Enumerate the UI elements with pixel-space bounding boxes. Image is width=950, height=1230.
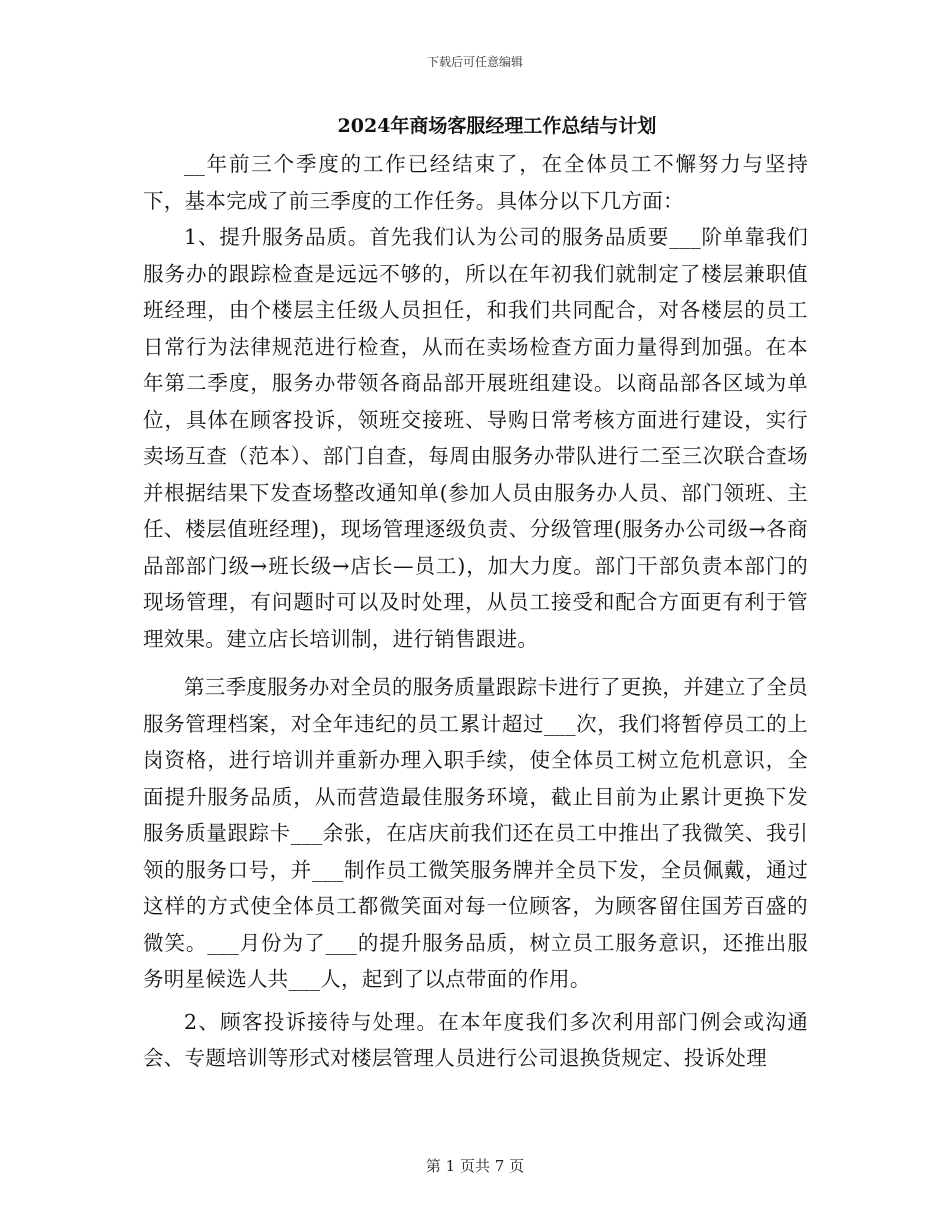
document-title: 2024年商场客服经理工作总结与计划 xyxy=(337,115,657,137)
paragraph-intro: __年前三个季度的工作已经结束了，在全体员工不懈努力与坚持下，基本完成了前三季度的工作任务。具体分以下几方面： xyxy=(143,152,808,213)
paragraph-service-quality: 1、提升服务品质。首先我们认为公司的服务品质要___阶单靠我们服务办的跟踪检查是远远不够的，所以在年初我们就制定了楼层兼职值班经理，由个楼层主任级人员担任，和我们共同配合，对各楼层的员工日常行为法律规范进行检查，从而在卖场检查方面力量得到加强。在本年第二季度，服务办带领各商品部开展班组建设。以商品部各区域为单位，具体在顾客投诉，领班交接班、导购日常考核方面进行建设，实行卖场互查（范本）、部门自查，每周由服务办带队进行二至三次联合查场并根据结果下发查场整改通知单(参加人员由服务办人员、部门领班、主任、楼层值班经理)，现场管理逐级负责、分级管理(服务办公司级→各商品部部门级→班长级→店长—员工)，加大力度。部门干部负责本部门的现场管理，有问题时可以及时处理，从员工接受和配合方面更有利于管理效果。建立店长培训制，进行销售跟进。 xyxy=(143,225,808,651)
header-note: 下载后可任意编辑 xyxy=(426,55,523,69)
document-body xyxy=(143,146,808,1077)
paragraph-complaints: 2、顾客投诉接待与处理。在本年度我们多次利用部门例会或沟通会、专题培训等形式对楼层管理人员进行公司退换货规定、投诉处理 xyxy=(143,1009,808,1070)
page-number: 第 1 页共 7 页 xyxy=(425,1157,525,1175)
paragraph-third-quarter: 第三季度服务办对全员的服务质量跟踪卡进行了更换，并建立了全员服务管理档案，对全年违纪的员工累计超过___次，我们将暂停员工的上岗资格，进行培训并重新办理入职手续，使全体员工树立危机意识，全面提升服务品质，从而营造最佳服务环境，截止目前为止累计更换下发服务质量跟踪卡___余张，在店庆前我们还在员工中推出了我微笑、我引领的服务口号，并___制作员工微笑服务牌并全员下发，全员佩戴，通过这样的方式使全体员工都微笑面对每一位顾客，为顾客留住国芳百盛的微笑。___月份为了___的提升服务品质，树立员工服务意识，还推出服务明星候选人共___人，起到了以点带面的作用。 xyxy=(143,675,808,991)
